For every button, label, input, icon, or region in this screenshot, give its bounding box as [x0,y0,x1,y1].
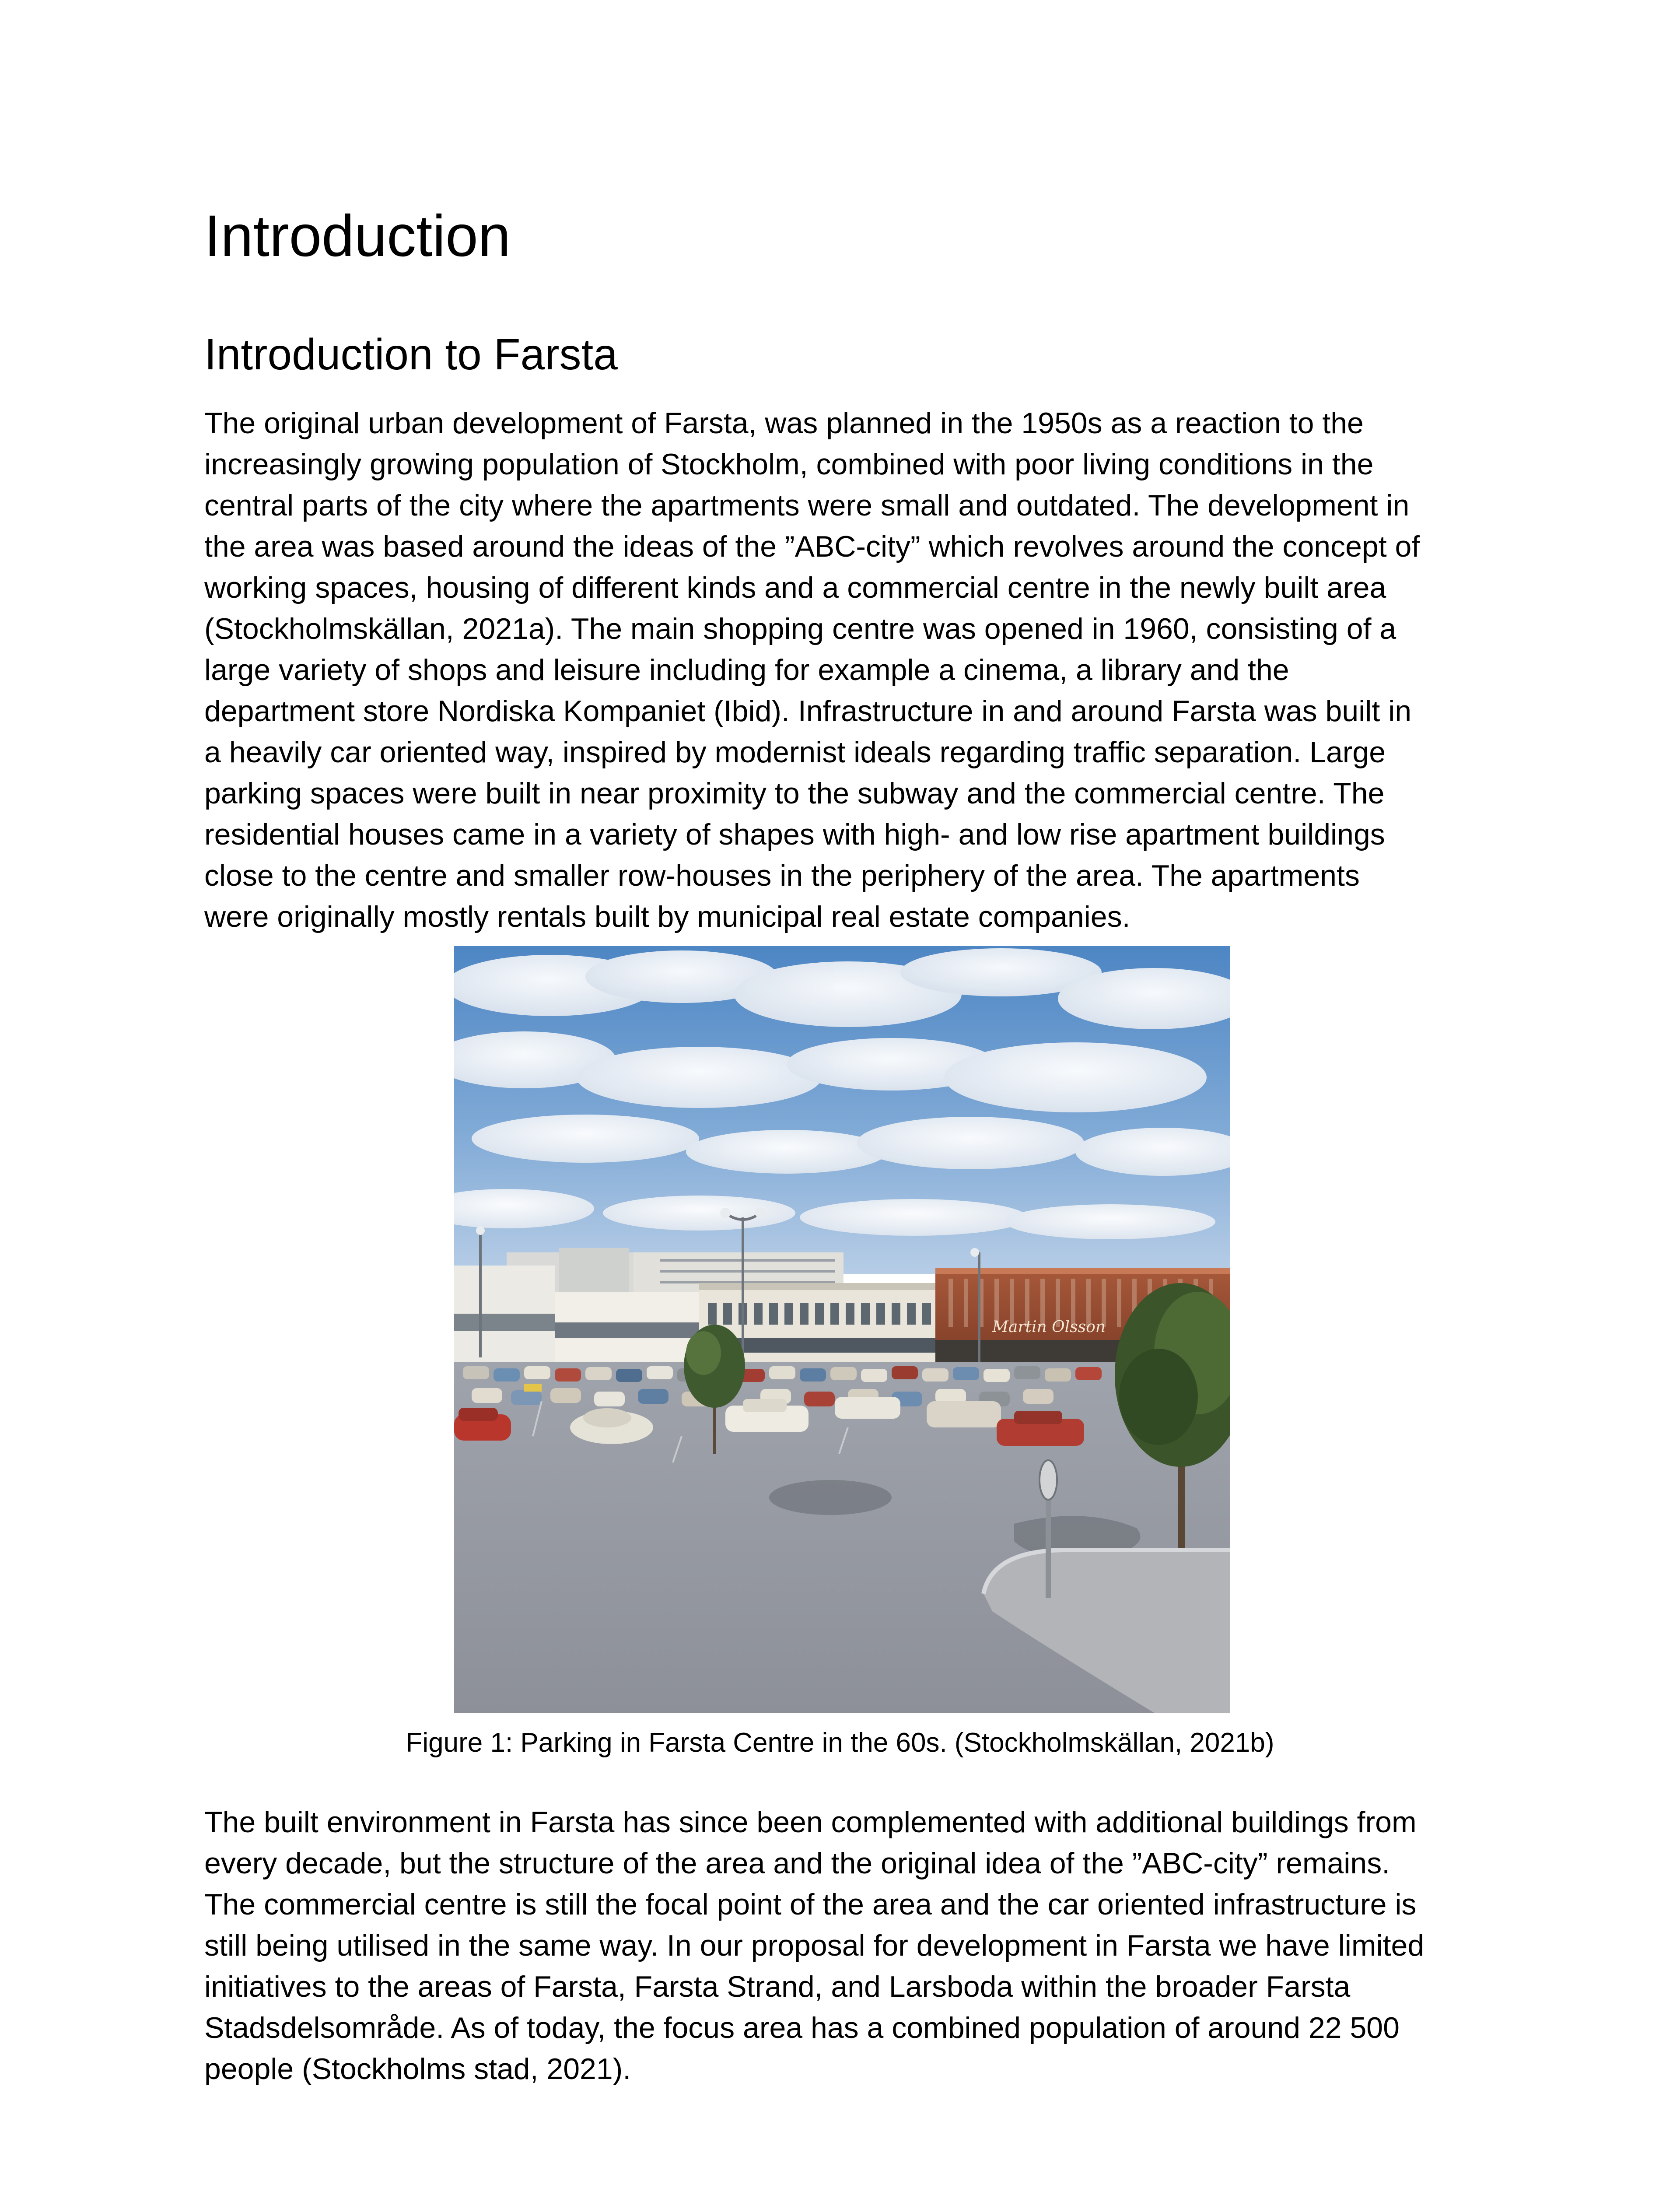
paragraph-line: a heavily car oriented way, inspired by modernist ideals regarding traffic separation. Large [204,736,1386,769]
paragraph-line: (Stockholmskällan, 2021a). The main shopping centre was opened in 1960, consisting of a [204,612,1396,645]
paragraph-line: people (Stockholms stad, 2021). [204,2052,631,2086]
paragraph-line: working spaces, housing of different kinds and a commercial centre in the newly built area [204,571,1386,604]
paragraph-line: residential houses came in a variety of shapes with high- and low rise apartment buildings [204,818,1385,851]
paragraph-line: parking spaces were built in near proximity to the subway and the commercial centre. The [204,777,1385,810]
paragraph-line: The original urban development of Farsta, was planned in the 1950s as a reaction to the [204,407,1364,440]
paragraph-line: increasingly growing population of Stockholm, combined with poor living conditions in the [204,448,1374,481]
paragraph-line: every decade, but the structure of the area and the original idea of the ”ABC-city” remains. [204,1847,1390,1880]
paragraph-line: department store Nordiska Kompaniet (Ibid). Infrastructure in and around Farsta was built in [204,694,1412,728]
paragraph-line: initiatives to the areas of Farsta, Farsta Strand, and Larsboda within the broader Farsta [204,1970,1351,2003]
second-paragraph [204,1802,1526,2090]
paragraph-line: central parts of the city where the apartments were small and outdated. The development in [204,489,1410,522]
paragraph-line: Stadsdelsområde. As of today, the focus area has a combined population of around 22 500 [204,2011,1400,2044]
farsta-parking-photo [454,946,1230,1713]
paragraph-line: large variety of shops and leisure including for example a cinema, a library and the [204,653,1289,687]
paragraph-line: The built environment in Farsta has since been complemented with additional buildings from [204,1806,1417,1839]
paragraph-line: close to the centre and smaller row-houses in the periphery of the area. The apartments [204,859,1360,892]
page-heading: Introduction [204,203,511,269]
paragraph-line: still being utilised in the same way. In our proposal for development in Farsta we have limited [204,1929,1424,1962]
figure-caption: Figure 1: Parking in Farsta Centre in the 60s. (Stockholmskällan, 2021b) [406,1728,1274,1758]
intro-paragraph [204,403,1526,937]
paragraph-line: The commercial centre is still the focal point of the area and the car oriented infrastructure is [204,1888,1417,1921]
section-heading: Introduction to Farsta [204,330,618,379]
storefront-sign: Martin Olsson [992,1318,1106,1336]
paragraph-line: were originally mostly rentals built by municipal real estate companies. [204,900,1130,933]
paragraph-line: the area was based around the ideas of the ”ABC-city” which revolves around the concept of [204,530,1420,563]
